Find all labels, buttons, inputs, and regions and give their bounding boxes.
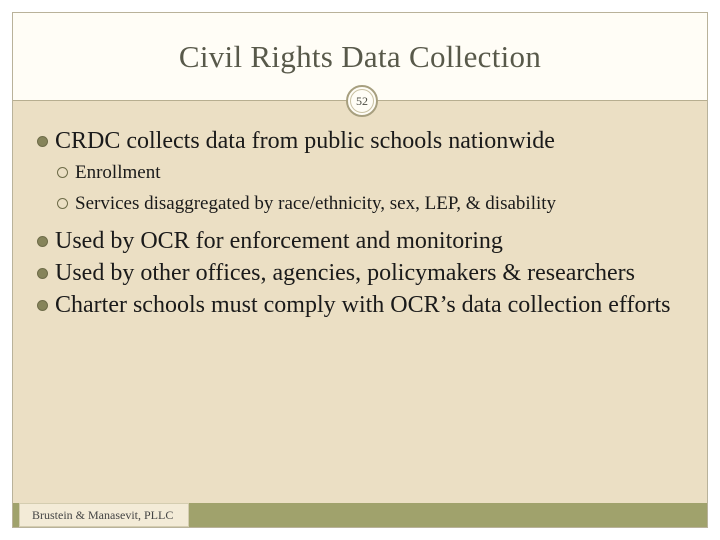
sub-bullet-list [37, 157, 697, 219]
bullet-text: Used by OCR for enforcement and monitoring [55, 228, 503, 254]
bullet-item [37, 225, 697, 257]
slide-number-badge [346, 85, 378, 117]
bullet-text: Used by other offices, agencies, policymakers & researchers [55, 260, 635, 286]
bullet-item [37, 125, 697, 157]
sub-bullet-item [37, 157, 697, 188]
bullet-dot-icon [37, 236, 48, 247]
footer-text: Brustein & Manasevit, PLLC [32, 508, 174, 522]
slide-number: 52 [356, 94, 368, 108]
bullet-dot-icon [37, 268, 48, 279]
bullet-dot-icon [37, 300, 48, 311]
bullet-dot-icon [37, 136, 48, 147]
bullet-text: CRDC collects data from public schools nationwide [55, 128, 555, 154]
slide [12, 12, 708, 528]
bullet-list [37, 125, 697, 321]
sub-bullet-item [37, 188, 697, 219]
bullet-item [37, 289, 697, 321]
sub-bullet-text: Enrollment [75, 162, 161, 183]
sub-bullet-text: Services disaggregated by race/ethnicity, sex, LEP, & disability [75, 193, 557, 214]
hollow-circle-icon [57, 167, 68, 178]
footer-label [19, 503, 189, 527]
hollow-circle-icon [57, 198, 68, 209]
bullet-text: Charter schools must comply with OCR’s data collection efforts [55, 292, 671, 318]
bullet-item [37, 257, 697, 289]
slide-title: Civil Rights Data Collection [178, 39, 542, 74]
footer-bar [13, 503, 707, 527]
